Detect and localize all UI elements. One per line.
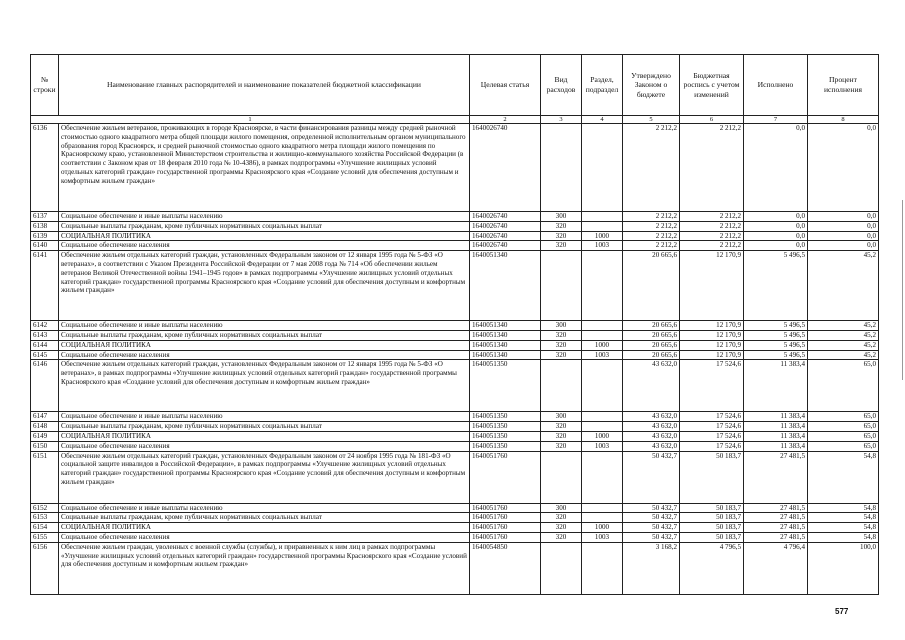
row-section [582,321,623,331]
row-name: Социальное обеспечение и иные выплаты населению [59,212,470,222]
row-target: 1640026740 [470,124,541,212]
row-name: Социальные выплаты гражданам, кроме публичных нормативных социальных выплат [59,330,470,340]
col-header-section: Раздел, подраздел [582,55,623,116]
row-budget: 50 183,7 [680,513,744,523]
row-target: 1640051350 [470,422,541,432]
row-approved: 43 632,0 [623,360,680,412]
row-budget: 2 212,2 [680,221,744,231]
row-name: Обеспечение жильем отдельных категорий граждан, установленных Федеральным законом от 24 ноября 1995 года № 181-ФЗ «О социальной защите инвалидов в Российской Федерации», в рамках подпрограммы «Улучшение жилищных условий отдельных категорий граждан» государственной программы Красноярского края «Создание условий для обеспечения доступным и комфортным жильем граждан» [59,451,470,503]
row-number: 6136 [31,124,59,212]
row-type [541,124,582,212]
row-percent: 0,0 [808,241,879,251]
row-name: СОЦИАЛЬНАЯ ПОЛИТИКА [59,431,470,441]
row-executed: 27 481,5 [744,513,808,523]
row-type: 320 [541,422,582,432]
row-target: 1640051350 [470,360,541,412]
table-row [31,451,879,503]
row-number: 6156 [31,542,59,594]
row-type [541,451,582,503]
row-target: 1640026740 [470,231,541,241]
row-approved: 50 432,7 [623,503,680,513]
row-section: 1000 [582,431,623,441]
row-percent: 0,0 [808,221,879,231]
row-name: Социальное обеспечение населения [59,241,470,251]
row-type: 320 [541,532,582,542]
row-number: 6143 [31,330,59,340]
row-type: 300 [541,412,582,422]
row-target: 1640051760 [470,503,541,513]
row-executed: 27 481,5 [744,503,808,513]
row-type [541,360,582,412]
row-section [582,212,623,222]
row-executed: 11 383,4 [744,360,808,412]
row-number: 6139 [31,231,59,241]
row-name: Социальные выплаты гражданам, кроме публичных нормативных социальных выплат [59,221,470,231]
row-section: 1003 [582,350,623,360]
column-number-row [31,116,879,124]
row-name: Социальное обеспечение населения [59,532,470,542]
col-header-budget: Бюджетная роспись с учетом изменений [680,55,744,116]
table-row [31,412,879,422]
col-number: 1 [31,116,470,124]
row-type [541,542,582,594]
row-target: 1640051340 [470,340,541,350]
row-name: Обеспечение жильем ветеранов, проживающих в городе Красноярске, в части финансирования разницы между средней рыночной стоимостью одного квадратного метра общей площади жилого помещения, определенной исполнительным органом муниципального образования город Красноярск, и средней рыночной стоимостью одного квадратного метра площади жилого помещения по Красноярскому краю, установленной Министерством строительства и жилищно-коммунального хозяйства Российской Федерации (в соответствии с Законом края от 18 февраля 2010 года № 10-4386), в рамках подпрограммы «Улучшение жилищных условий отдельных категорий граждан» государственной программы Красноярского края «Создание условий для обеспечения доступным и комфортным жильем граждан» [59,124,470,212]
row-section: 1000 [582,231,623,241]
row-type: 300 [541,321,582,331]
row-budget: 50 183,7 [680,503,744,513]
col-number: 2 [470,116,541,124]
table-row [31,251,879,321]
row-name: Обеспечение жильем отдельных категорий граждан, установленных Федеральным законом от 12 января 1995 года № 5-ФЗ «О ветеранах», в соответствии с Указом Президента Российской Федерации от 7 мая 2008 года № 714 «Об обеспечении жильем ветеранов Великой Отечественной войны 1941–1945 годов» в рамках подпрограммы «Улучшение жилищных условий отдельных категорий граждан» государственной программы Красноярского края «Создание условий для обеспечения доступным и комфортным жильем граждан» [59,251,470,321]
table-row [31,221,879,231]
col-header-approved: Утверждено Законом о бюджете [623,55,680,116]
row-budget: 12 170,9 [680,340,744,350]
row-executed: 5 496,5 [744,330,808,340]
row-approved: 43 632,0 [623,431,680,441]
row-number: 6141 [31,251,59,321]
row-name: Социальное обеспечение населения [59,441,470,451]
row-type: 320 [541,513,582,523]
row-percent: 45,2 [808,321,879,331]
row-percent: 0,0 [808,212,879,222]
col-number: 7 [744,116,808,124]
row-number: 6148 [31,422,59,432]
row-percent: 65,0 [808,360,879,412]
col-number: 8 [808,116,879,124]
row-name: Социальное обеспечение населения [59,350,470,360]
row-percent: 100,0 [808,542,879,594]
row-number: 6138 [31,221,59,231]
col-header-target: Целевая статья [470,55,541,116]
row-type: 320 [541,231,582,241]
row-target: 1640026740 [470,212,541,222]
row-budget: 12 170,9 [680,251,744,321]
row-percent: 54,8 [808,503,879,513]
row-type: 320 [541,241,582,251]
row-target: 1640026740 [470,221,541,231]
row-name: Социальное обеспечение и иные выплаты населению [59,321,470,331]
row-approved: 20 665,6 [623,340,680,350]
row-budget: 12 170,9 [680,350,744,360]
row-budget: 50 183,7 [680,532,744,542]
row-executed: 11 383,4 [744,431,808,441]
row-executed: 5 496,5 [744,340,808,350]
row-name: Социальное обеспечение и иные выплаты населению [59,503,470,513]
row-executed: 0,0 [744,231,808,241]
row-percent: 54,8 [808,532,879,542]
col-number: 4 [582,116,623,124]
row-approved: 3 168,2 [623,542,680,594]
row-percent: 54,8 [808,513,879,523]
row-number: 6145 [31,350,59,360]
row-executed: 27 481,5 [744,532,808,542]
row-percent: 45,2 [808,330,879,340]
row-executed: 27 481,5 [744,523,808,533]
row-executed: 4 796,4 [744,542,808,594]
row-name: Социальное обеспечение и иные выплаты населению [59,412,470,422]
row-target: 1640051340 [470,350,541,360]
row-percent: 45,2 [808,340,879,350]
row-executed: 0,0 [744,221,808,231]
row-percent: 65,0 [808,431,879,441]
row-section [582,251,623,321]
row-percent: 45,2 [808,350,879,360]
row-number: 6152 [31,503,59,513]
row-section: 1003 [582,532,623,542]
row-section: 1000 [582,523,623,533]
table-row [31,542,879,594]
row-target: 1640051350 [470,441,541,451]
row-number: 6154 [31,523,59,533]
row-approved: 2 212,2 [623,212,680,222]
row-target: 1640051340 [470,251,541,321]
row-approved: 20 665,6 [623,321,680,331]
row-target: 1640051760 [470,451,541,503]
page-number: 577 [835,607,849,616]
row-budget: 50 183,7 [680,451,744,503]
col-header-percent: Процент исполнения [808,55,879,116]
row-type: 320 [541,350,582,360]
row-section [582,124,623,212]
row-type: 320 [541,523,582,533]
row-approved: 43 632,0 [623,441,680,451]
row-approved: 50 432,7 [623,532,680,542]
row-budget: 12 170,9 [680,321,744,331]
row-budget: 17 524,6 [680,431,744,441]
row-name: Социальные выплаты гражданам, кроме публичных нормативных социальных выплат [59,422,470,432]
row-number: 6137 [31,212,59,222]
row-executed: 11 383,4 [744,422,808,432]
row-percent: 65,0 [808,441,879,451]
row-budget: 2 212,2 [680,124,744,212]
row-number: 6151 [31,451,59,503]
row-type: 320 [541,340,582,350]
row-budget: 2 212,2 [680,212,744,222]
row-budget: 50 183,7 [680,523,744,533]
col-number: 5 [623,116,680,124]
row-name: Обеспечение жильем граждан, уволенных с военной службы (службы), и приравненных к ним лиц в рамках подпрограммы «Улучшение жилищных условий отдельных категорий граждан» государственной программы Красноярского края «Создание условий для обеспечения доступным и комфортным жильем граждан» [59,542,470,594]
table-row [31,124,879,212]
row-budget: 17 524,6 [680,360,744,412]
row-budget: 4 796,5 [680,542,744,594]
row-executed: 0,0 [744,212,808,222]
table-row [31,431,879,441]
row-budget: 17 524,6 [680,412,744,422]
row-type: 320 [541,330,582,340]
row-approved: 2 212,2 [623,221,680,231]
row-name: СОЦИАЛЬНАЯ ПОЛИТИКА [59,340,470,350]
row-executed: 11 383,4 [744,441,808,451]
table-row [31,441,879,451]
row-number: 6142 [31,321,59,331]
col-header-executed: Исполнено [744,55,808,116]
row-target: 1640051350 [470,412,541,422]
row-section: 1003 [582,241,623,251]
row-executed: 0,0 [744,124,808,212]
row-target: 1640026740 [470,241,541,251]
row-type: 320 [541,431,582,441]
col-header-name: Наименование главных распорядителей и наименование показателей бюджетной классификации [59,55,470,116]
row-percent: 0,0 [808,124,879,212]
row-budget: 17 524,6 [680,441,744,451]
row-section [582,330,623,340]
row-number: 6144 [31,340,59,350]
row-number: 6153 [31,513,59,523]
row-type: 300 [541,503,582,513]
row-approved: 2 212,2 [623,124,680,212]
row-percent: 54,8 [808,451,879,503]
row-target: 1640051760 [470,513,541,523]
col-header-type: Вид расходов [541,55,582,116]
table-row [31,340,879,350]
budget-table [30,54,879,595]
row-approved: 50 432,7 [623,513,680,523]
row-percent: 0,0 [808,231,879,241]
row-section [582,422,623,432]
table-row [31,212,879,222]
row-budget: 2 212,2 [680,241,744,251]
header-row [31,55,879,116]
row-budget: 12 170,9 [680,330,744,340]
row-type: 300 [541,212,582,222]
row-section [582,412,623,422]
col-header-no: № строки [31,55,59,116]
table-row [31,532,879,542]
table-row [31,422,879,432]
row-percent: 65,0 [808,422,879,432]
row-number: 6150 [31,441,59,451]
row-section: 1003 [582,441,623,451]
row-target: 1640051340 [470,321,541,331]
row-percent: 65,0 [808,412,879,422]
row-section [582,513,623,523]
row-number: 6155 [31,532,59,542]
table-row [31,503,879,513]
row-section [582,503,623,513]
row-executed: 0,0 [744,241,808,251]
row-target: 1640051350 [470,431,541,441]
row-executed: 5 496,5 [744,321,808,331]
table-row [31,350,879,360]
row-executed: 11 383,4 [744,412,808,422]
row-approved: 20 665,6 [623,350,680,360]
col-number: 3 [541,116,582,124]
row-executed: 27 481,5 [744,451,808,503]
row-budget: 2 212,2 [680,231,744,241]
row-target: 1640051340 [470,330,541,340]
row-target: 1640054850 [470,542,541,594]
table-row [31,513,879,523]
table-row [31,321,879,331]
row-executed: 5 496,5 [744,251,808,321]
row-target: 1640051760 [470,532,541,542]
table-row [31,241,879,251]
row-percent: 54,8 [808,523,879,533]
row-section [582,360,623,412]
row-approved: 2 212,2 [623,241,680,251]
table-row [31,231,879,241]
row-number: 6146 [31,360,59,412]
row-approved: 43 632,0 [623,422,680,432]
row-approved: 2 212,2 [623,231,680,241]
col-number: 6 [680,116,744,124]
row-target: 1640051760 [470,523,541,533]
row-number: 6147 [31,412,59,422]
table-row [31,523,879,533]
row-number: 6149 [31,431,59,441]
row-name: Социальные выплаты гражданам, кроме публичных нормативных социальных выплат [59,513,470,523]
row-approved: 20 665,6 [623,330,680,340]
row-number: 6140 [31,241,59,251]
table-row [31,330,879,340]
row-approved: 50 432,7 [623,523,680,533]
row-section [582,221,623,231]
row-name: СОЦИАЛЬНАЯ ПОЛИТИКА [59,231,470,241]
row-name: Обеспечение жильем отдельных категорий граждан, установленных Федеральным законом от 12 января 1995 года № 5-ФЗ «О ветеранах», в рамках подпрограммы «Улучшение жилищных условий отдельных категорий граждан» государственной программы Красноярского края «Создание условий для обеспечения доступным и комфортным жильем граждан» [59,360,470,412]
table-row [31,360,879,412]
row-budget: 17 524,6 [680,422,744,432]
scan-edge-line [902,200,903,380]
row-executed: 5 496,5 [744,350,808,360]
row-name: СОЦИАЛЬНАЯ ПОЛИТИКА [59,523,470,533]
row-type: 320 [541,441,582,451]
row-approved: 20 665,6 [623,251,680,321]
row-type: 320 [541,221,582,231]
row-approved: 43 632,0 [623,412,680,422]
row-type [541,251,582,321]
row-percent: 45,2 [808,251,879,321]
row-section [582,451,623,503]
row-section [582,542,623,594]
row-approved: 50 432,7 [623,451,680,503]
row-section: 1000 [582,340,623,350]
